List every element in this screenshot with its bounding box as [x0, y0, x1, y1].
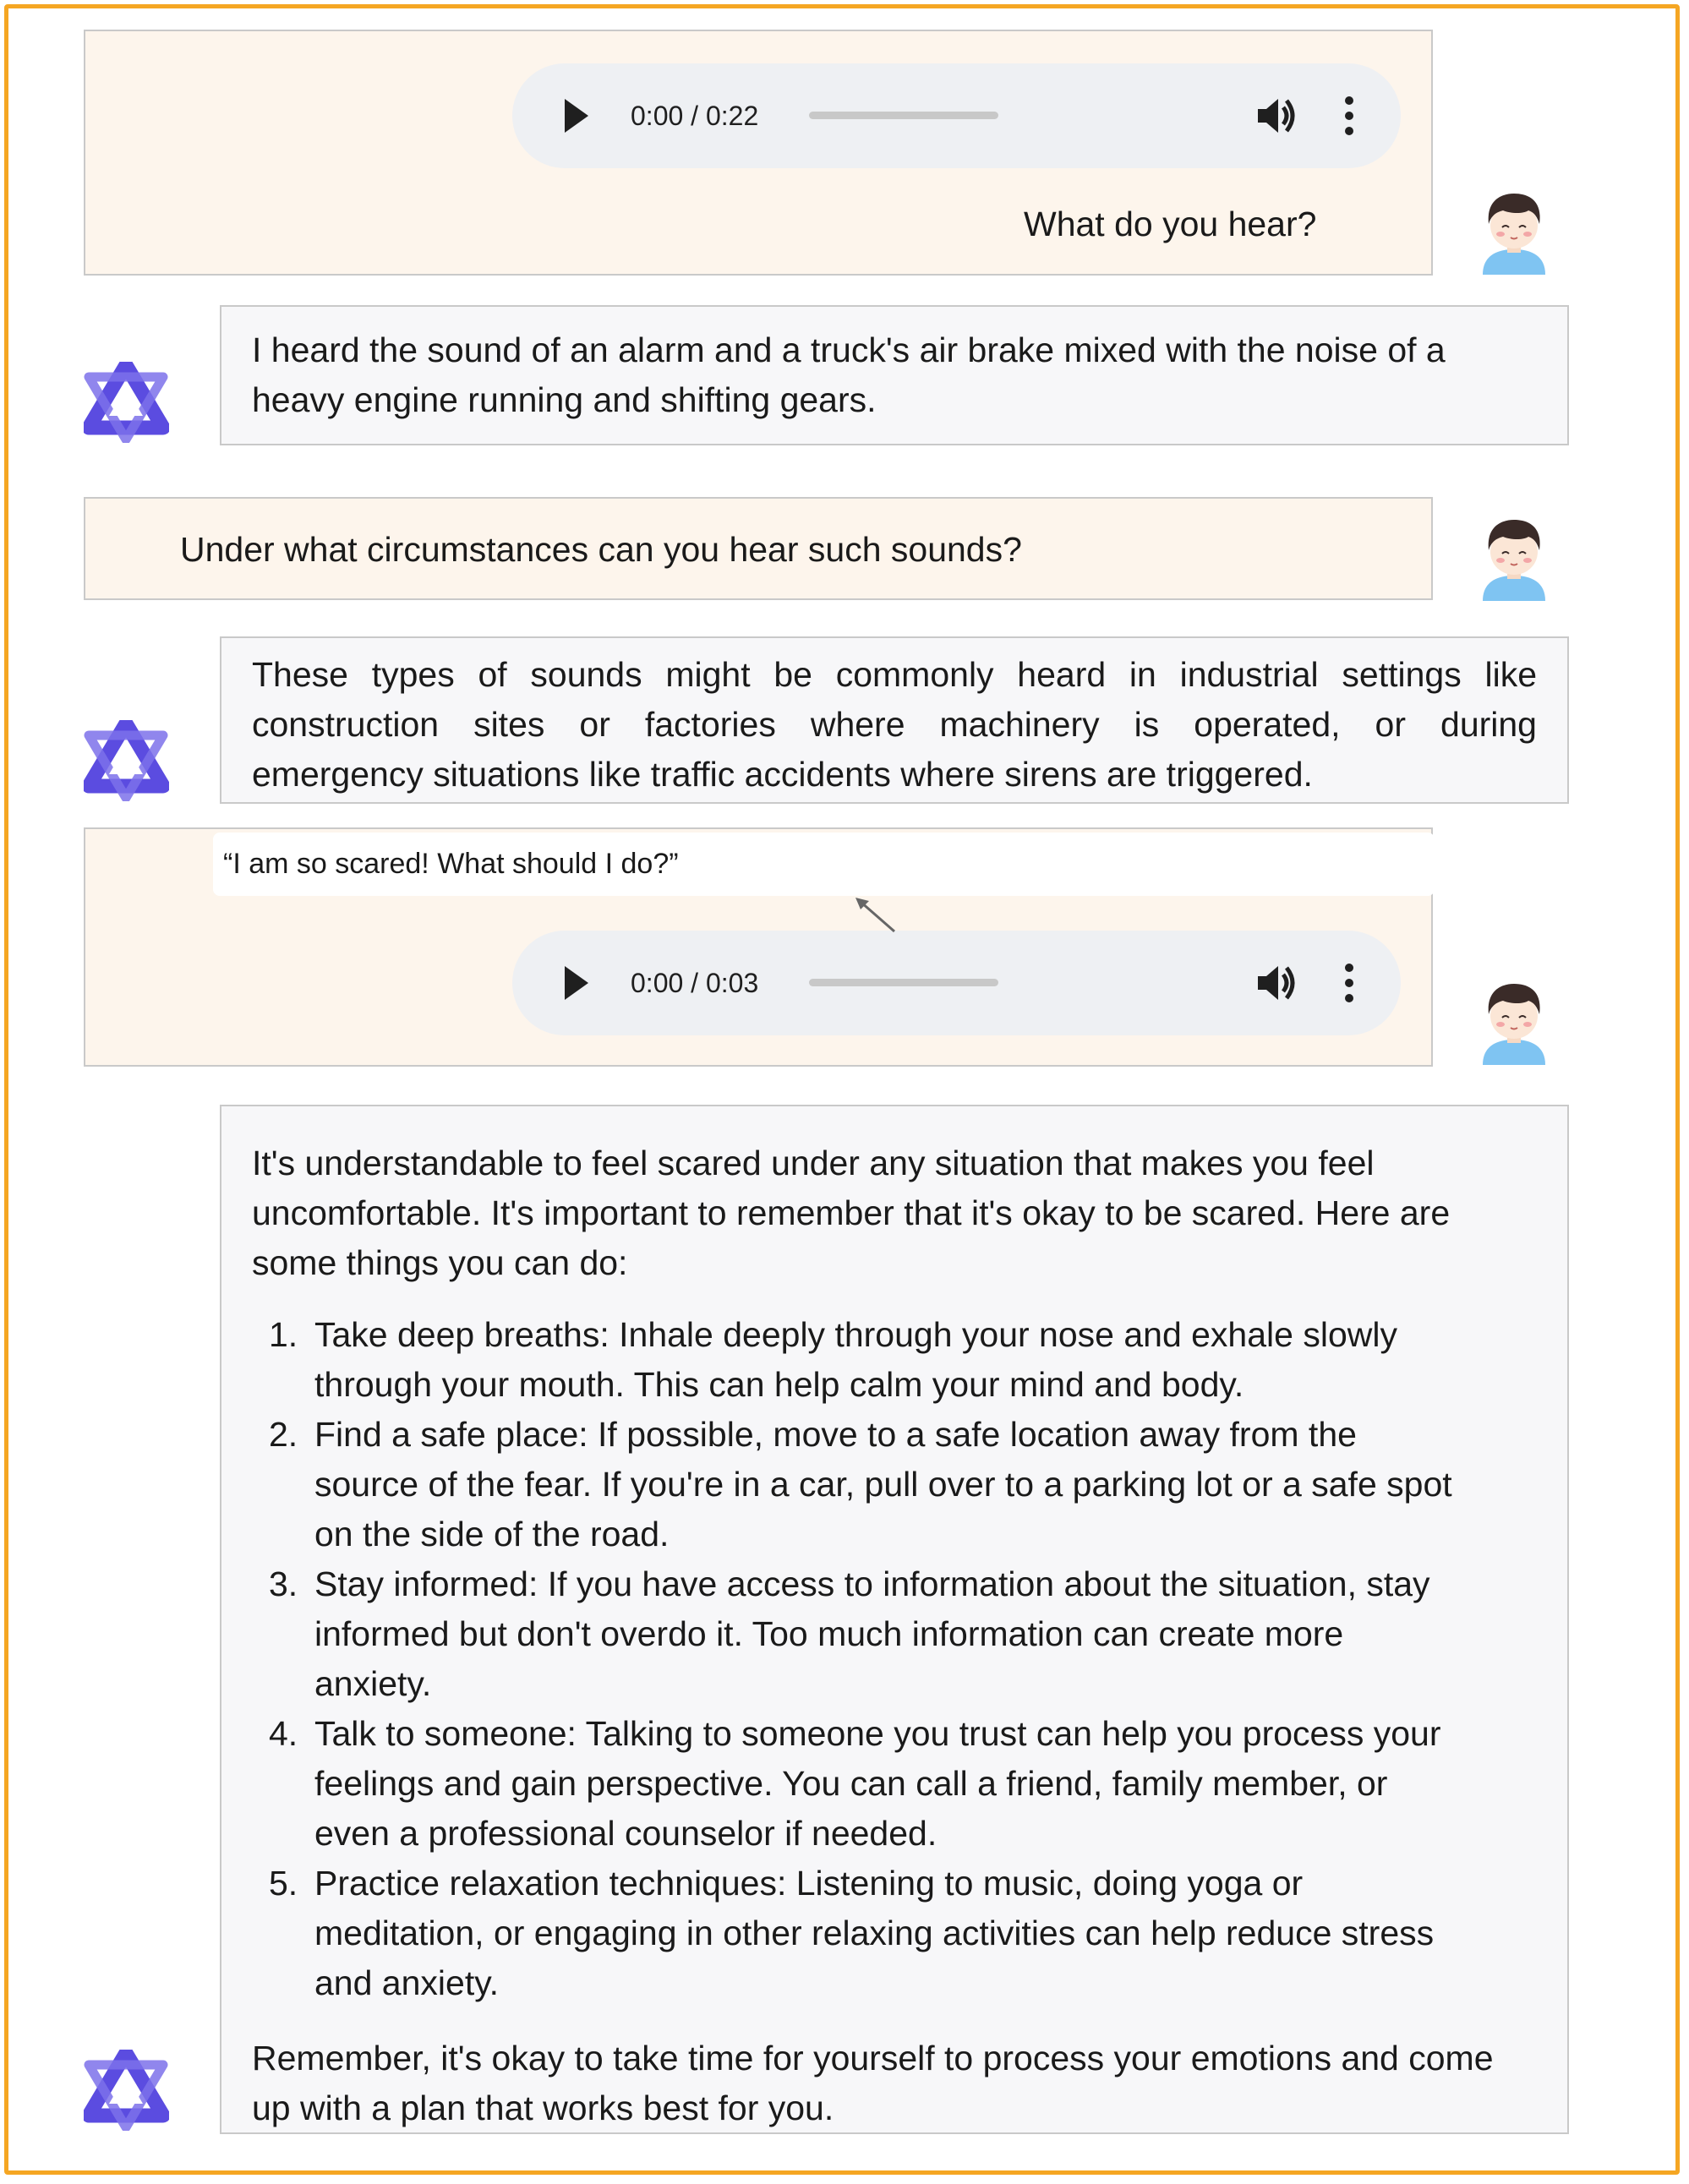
- list-item: 3. Stay informed: If you have access to information about the situation, stay informed but don't overdo it. Too much information can create more anxiety.: [269, 1564, 1430, 1703]
- assistant-message-2: [220, 636, 1569, 804]
- user-avatar: [1478, 190, 1550, 275]
- assistant-line-3: emergency situations like traffic accidents where sirens are triggered.: [252, 755, 1313, 794]
- user-avatar: [1478, 980, 1550, 1065]
- more-vertical-icon[interactable]: [1344, 96, 1354, 136]
- audio-time: 0:00 / 0:22: [631, 101, 759, 131]
- assistant-message-3: [220, 1105, 1569, 2134]
- assistant-logo-icon: [84, 2050, 169, 2131]
- assistant-message-1: [220, 305, 1569, 445]
- audio-player-1[interactable]: [512, 63, 1401, 168]
- audio-progress-track[interactable]: [809, 112, 998, 119]
- user-message-text: What do you hear?: [1024, 205, 1317, 243]
- assistant-logo-icon: [84, 362, 169, 443]
- user-avatar: [1478, 516, 1550, 601]
- list-item: 4. Talk to someone: Talking to someone you trust can help you process your feelings and gain perspective. You can call a friend, family member, or even a professional counselor if needed.: [269, 1714, 1441, 1853]
- list-item: 5. Practice relaxation techniques: Listening to music, doing yoga or meditation, or engaging in other relaxing activities can help reduce stress and anxiety.: [269, 1864, 1435, 2002]
- list-item: 2. Find a safe place: If possible, move to a safe location away from the source of the fear. If you're in a car, pull over to a parking lot or a safe spot on the side of the road.: [269, 1415, 1452, 1553]
- assistant-line-2: construction sites or factories where machinery is operated, or during: [252, 705, 1537, 744]
- assistant-logo-icon: [84, 720, 169, 801]
- assistant-steps-list: [252, 1310, 1537, 2008]
- more-vertical-icon[interactable]: [1344, 963, 1354, 1003]
- audio-player-2[interactable]: [512, 931, 1401, 1035]
- play-icon[interactable]: [565, 966, 588, 1000]
- user-message-text: Under what circumstances can you hear such sounds?: [180, 530, 1022, 569]
- list-item: 1. Take deep breaths: Inhale deeply through your nose and exhale slowly through your mouth. This can help calm your mind and body.: [269, 1315, 1397, 1404]
- assistant-message-text: I heard the sound of an alarm and a truck's air brake mixed with the noise of a heavy engine running and shifting gears.: [252, 330, 1446, 419]
- assistant-intro: It's understandable to feel scared under any situation that makes you feel uncomfortable. It's important to remember that it's okay to be scared. Here are some things you can do:: [252, 1144, 1451, 1282]
- audio-progress-track[interactable]: [809, 979, 998, 986]
- pointer-arrow-icon: [854, 896, 896, 933]
- volume-icon[interactable]: [1254, 95, 1298, 137]
- volume-icon[interactable]: [1254, 962, 1298, 1004]
- assistant-line-1: These types of sounds might be commonly heard in industrial settings like: [252, 655, 1537, 694]
- audio-transcript-quote: “I am so scared! What should I do?”: [213, 833, 1435, 896]
- user-message-2: [84, 497, 1433, 600]
- assistant-outro: Remember, it's okay to take time for yourself to process your emotions and come up with a plan that works best for you.: [252, 2039, 1494, 2127]
- user-message-1: [84, 30, 1433, 276]
- play-icon[interactable]: [565, 99, 588, 133]
- audio-time: 0:00 / 0:03: [631, 968, 759, 998]
